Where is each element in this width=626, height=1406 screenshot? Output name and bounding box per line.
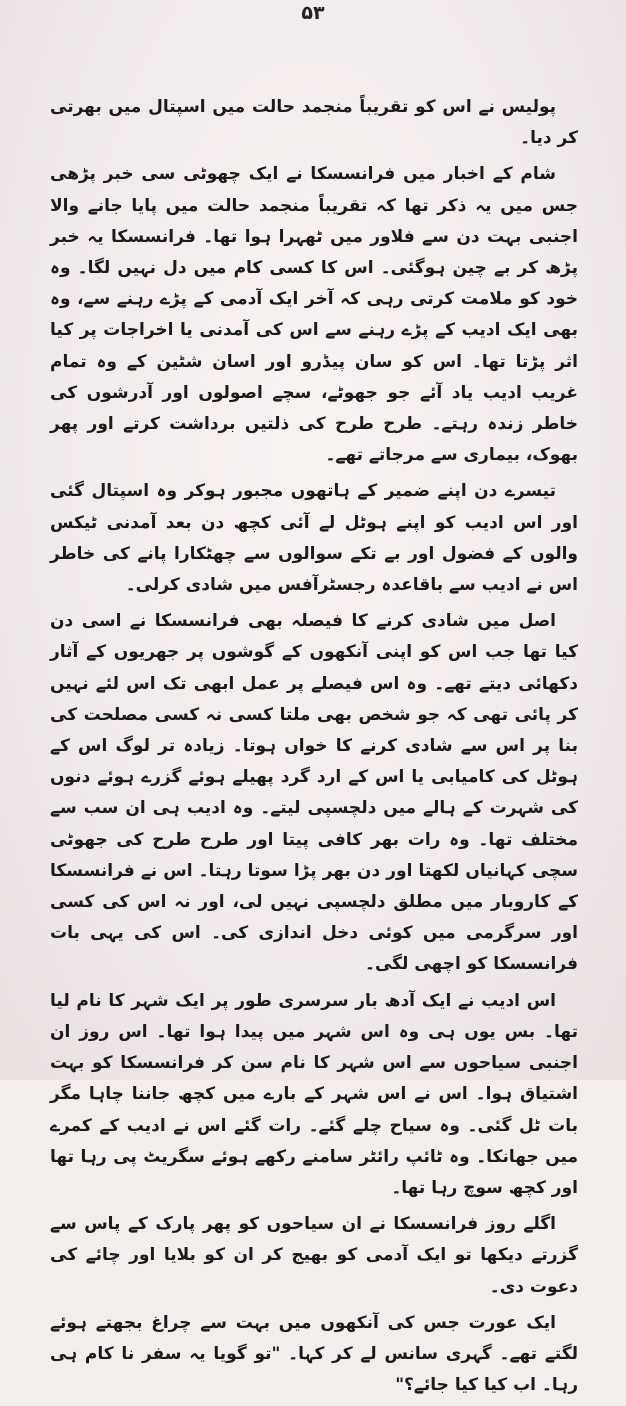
paragraph: ایک عورت جس کی آنکھوں میں بہت سے چراغ بجھتے ہوئے لگتے تھے۔ گہری سانس لے کر کہا۔ "تو گویا یہ سفر نا کام ہی رہا۔ اب کیا کیا جائے؟" [50,1312,578,1396]
paragraph: اصل میں شادی کرنے کا فیصلہ بھی فرانسسکا نے اسی دن کیا تھا جب اس کو اپنی آنکھوں کے گوشوں پر جھریوں کے آثار دکھائی دیتے تھے۔ وہ اس فیصلے پر عمل ابھی تک اس لئے نہیں کر پائی تھی کہ جو شخص بھی ملتا کسی نہ کسی مصلحت کی بنا پر اس سے شادی کرنے کا خواں ہوتا۔ زیادہ تر لوگ اس کے ہوٹل کی کامیابی یا اس کے ارد گرد پھیلے ہوئے گزرے ہوئے دنوں کی شہرت کے ہالے میں دلچسپی لیتے۔ وہ ادیب ہی ان سب سے مختلف تھا۔ وہ رات بھر کافی پیتا اور طرح طرح کی جھوٹی سچی کہانیاں لکھتا اور دن بھر پڑا سوتا رہتا۔ اس نے فرانسسکا کے کاروبار میں مطلق دلچسپی نہیں لی، اور نہ اس کی کسی اور سرگرمی میں کوئی دخل اندازی کی۔ اس کی یہی بات فرانسسکا کو اچھی لگی۔ [50,611,578,975]
paragraph: اگلے روز فرانسسکا نے ان سیاحوں کو پھر پارک کے پاس سے گزرتے دیکھا تو ایک آدمی کو بھیج کر ان کو بلایا اور چائے کی دعوت دی۔ [50,1214,578,1297]
body-text [50,92,578,1406]
paragraph: تیسرے دن اپنے ضمیر کے ہاتھوں مجبور ہوکر وہ اسپتال گئی اور اس ادیب کو اپنے ہوٹل لے آئی کچھ دن بعد آمدنی ٹیکس والوں کے فضول اور بے تکے سوالوں سے چھٹکارا پانے کی خاطر اس نے ادیب سے باقاعدہ رجسٹرآفس میں شادی کرلی۔ [50,481,578,596]
paragraph: شام کے اخبار میں فرانسسکا نے ایک چھوٹی سی خبر پڑھی جس میں یہ ذکر تھا کہ تقریباً منجمد حالت میں پایا جانے والا اجنبی بہت دن سے فلاور میں ٹھہرا ہوا تھا۔ فرانسسکا یہ خبر پڑھ کر بے چین ہوگئی۔ اس کا کسی کام میں دل نہیں لگا۔ وہ خود کو ملامت کرتی رہی کہ آخر ایک آدمی کے پڑے رہنے سے، وہ بھی ایک ادیب کے پڑے رہنے سے اس کی آمدنی یا اخراجات پر کیا اثر پڑتا تھا۔ اس کو سان پیڈرو اور اسان شٹین کے وہ تمام غریب ادیب یاد آئے جو جھوٹے، سچے اصولوں اور آدرشوں کی خاطر زندہ رہتے۔ طرح طرح کی ذلتیں برداشت کرتے اور پھر بھوک، بیماری سے مرجاتے تھے۔ [50,164,578,466]
paragraph: پولیس نے اس کو تقریباً منجمد حالت میں اسپتال میں بھرتی کر دیا۔ [50,97,578,149]
page-number: ۵۳ [301,2,325,24]
paragraph: اس ادیب نے ایک آدھ بار سرسری طور پر ایک شہر کا نام لیا تھا۔ بس یوں ہی وہ اس شہر میں پیدا ہوا تھا۔ اس روز ان اجنبی سیاحوں سے اس شہر کا نام سن کر فرانسسکا کو بہت اشتیاق ہوا۔ اس نے اس شہر کے بارے میں کچھ جاننا چاہا مگر بات ٹل گئی۔ وہ سیاح چلے گئے۔ رات گئے اس نے ادیب کے کمرے میں جھانکا۔ وہ ٹائپ رائٹر سامنے رکھے ہوئے سگریٹ پی رہا تھا اور کچھ سوچ رہا تھا۔ [50,990,578,1198]
